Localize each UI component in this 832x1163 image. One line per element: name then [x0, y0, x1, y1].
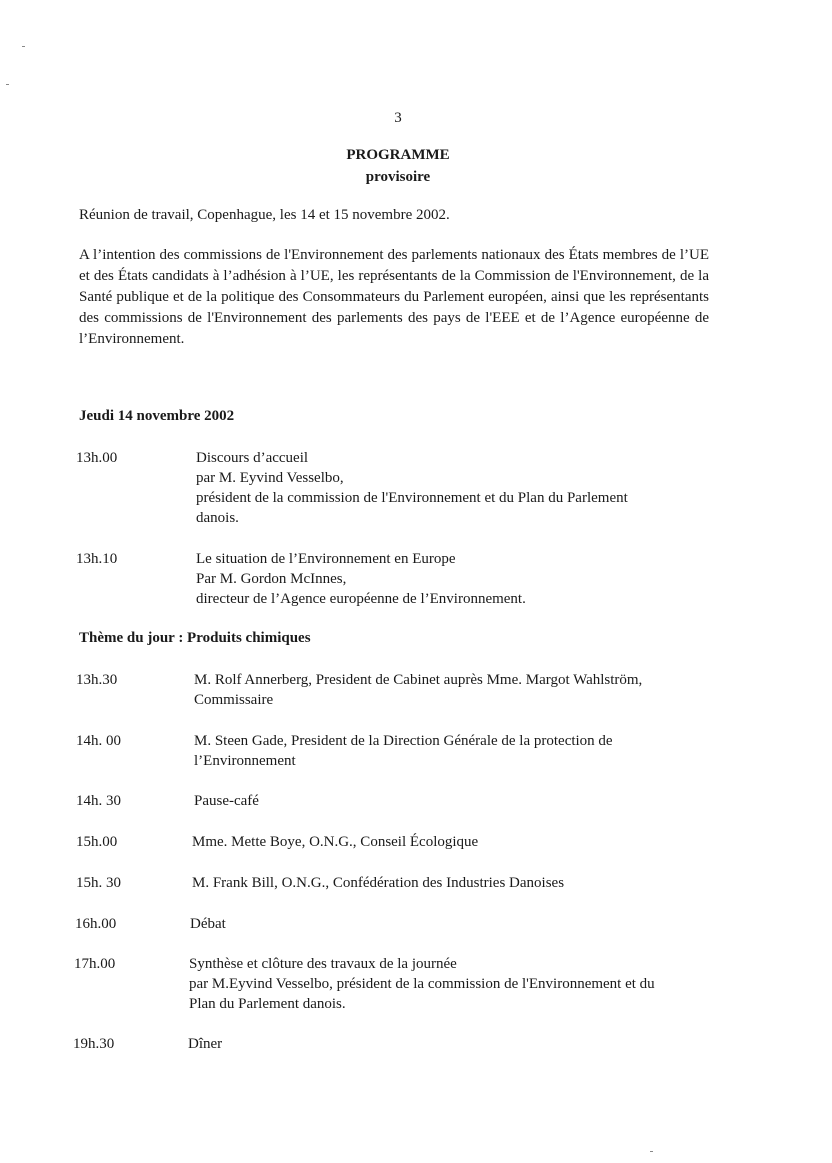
schedule-time: 16h.00: [75, 916, 117, 932]
intro-paragraph: A l’intention des commissions de l'Environnement des parlements nationaux des États membres de l’UE et des États candidats à l’adhésion à l’UE, les représentants de la Commission de l'Environnement, de la Santé publique et de la politique des Consommateurs du Parlement européen, ainsi que les représentants des commissions de l'Environnement des parlements des pays de l'EEE et de l’Agence européenne de l’Environnement.: [79, 247, 709, 347]
schedule-time: 15h.00: [76, 834, 118, 850]
schedule-time: 13h.10: [76, 551, 118, 567]
scan-speck: [6, 84, 9, 85]
schedule-time: 17h.00: [74, 956, 116, 972]
theme-heading: Thème du jour : Produits chimiques: [79, 630, 311, 646]
scan-speck: [650, 1151, 653, 1152]
schedule-line: Plan du Parlement danois.: [189, 996, 346, 1012]
schedule-description: [189, 954, 709, 1014]
page-title: PROGRAMME: [346, 147, 450, 163]
page-number: 3: [394, 110, 402, 126]
schedule-time: 13h.00: [76, 450, 118, 466]
schedule-line: Pause-café: [194, 793, 259, 809]
schedule-description: [192, 832, 712, 852]
meeting-line: Réunion de travail, Copenhague, les 14 et 15 novembre 2002.: [79, 207, 450, 223]
schedule-line: Dîner: [188, 1036, 223, 1052]
schedule-line: Mme. Mette Boye, O.N.G., Conseil Écologique: [192, 834, 479, 850]
schedule-description: [190, 914, 710, 934]
schedule-line: M. Frank Bill, O.N.G., Confédération des Industries Danoises: [192, 875, 565, 891]
schedule-time: 13h.30: [76, 672, 118, 688]
schedule-line: Par M. Gordon McInnes,: [196, 571, 347, 587]
schedule-line: par M. Eyvind Vesselbo,: [196, 470, 344, 486]
schedule-line: Le situation de l’Environnement en Europe: [196, 551, 456, 567]
schedule-time: 14h. 30: [76, 793, 121, 809]
schedule-description: [192, 873, 712, 893]
schedule-line: Synthèse et clôture des travaux de la journée: [189, 956, 457, 972]
schedule-line: M. Rolf Annerberg, President de Cabinet auprès Mme. Margot Wahlström,: [194, 672, 643, 688]
schedule-description: [194, 670, 714, 710]
schedule-time: 14h. 00: [76, 733, 121, 749]
schedule-time: 19h.30: [73, 1036, 115, 1052]
scan-speck: [22, 46, 25, 47]
schedule-line: président de la commission de l'Environnement et du Plan du Parlement: [196, 490, 628, 506]
schedule-line: Commissaire: [194, 692, 274, 708]
schedule-line: Débat: [190, 916, 226, 932]
schedule-line: directeur de l’Agence européenne de l’Environnement.: [196, 591, 526, 607]
schedule-description: [196, 448, 716, 528]
schedule-time: 15h. 30: [76, 875, 121, 891]
schedule-line: danois.: [196, 510, 239, 526]
schedule-description: [188, 1034, 708, 1054]
schedule-line: l’Environnement: [194, 753, 296, 769]
schedule-line: M. Steen Gade, President de la Direction Générale de la protection de: [194, 733, 613, 749]
day-heading: Jeudi 14 novembre 2002: [79, 408, 235, 424]
page-subtitle: provisoire: [365, 169, 431, 185]
schedule-line: par M.Eyvind Vesselbo, président de la commission de l'Environnement et du: [189, 976, 655, 992]
schedule-description: [196, 549, 716, 609]
schedule-description: [194, 731, 714, 771]
schedule-description: [194, 791, 714, 811]
schedule-line: Discours d’accueil: [196, 450, 309, 466]
